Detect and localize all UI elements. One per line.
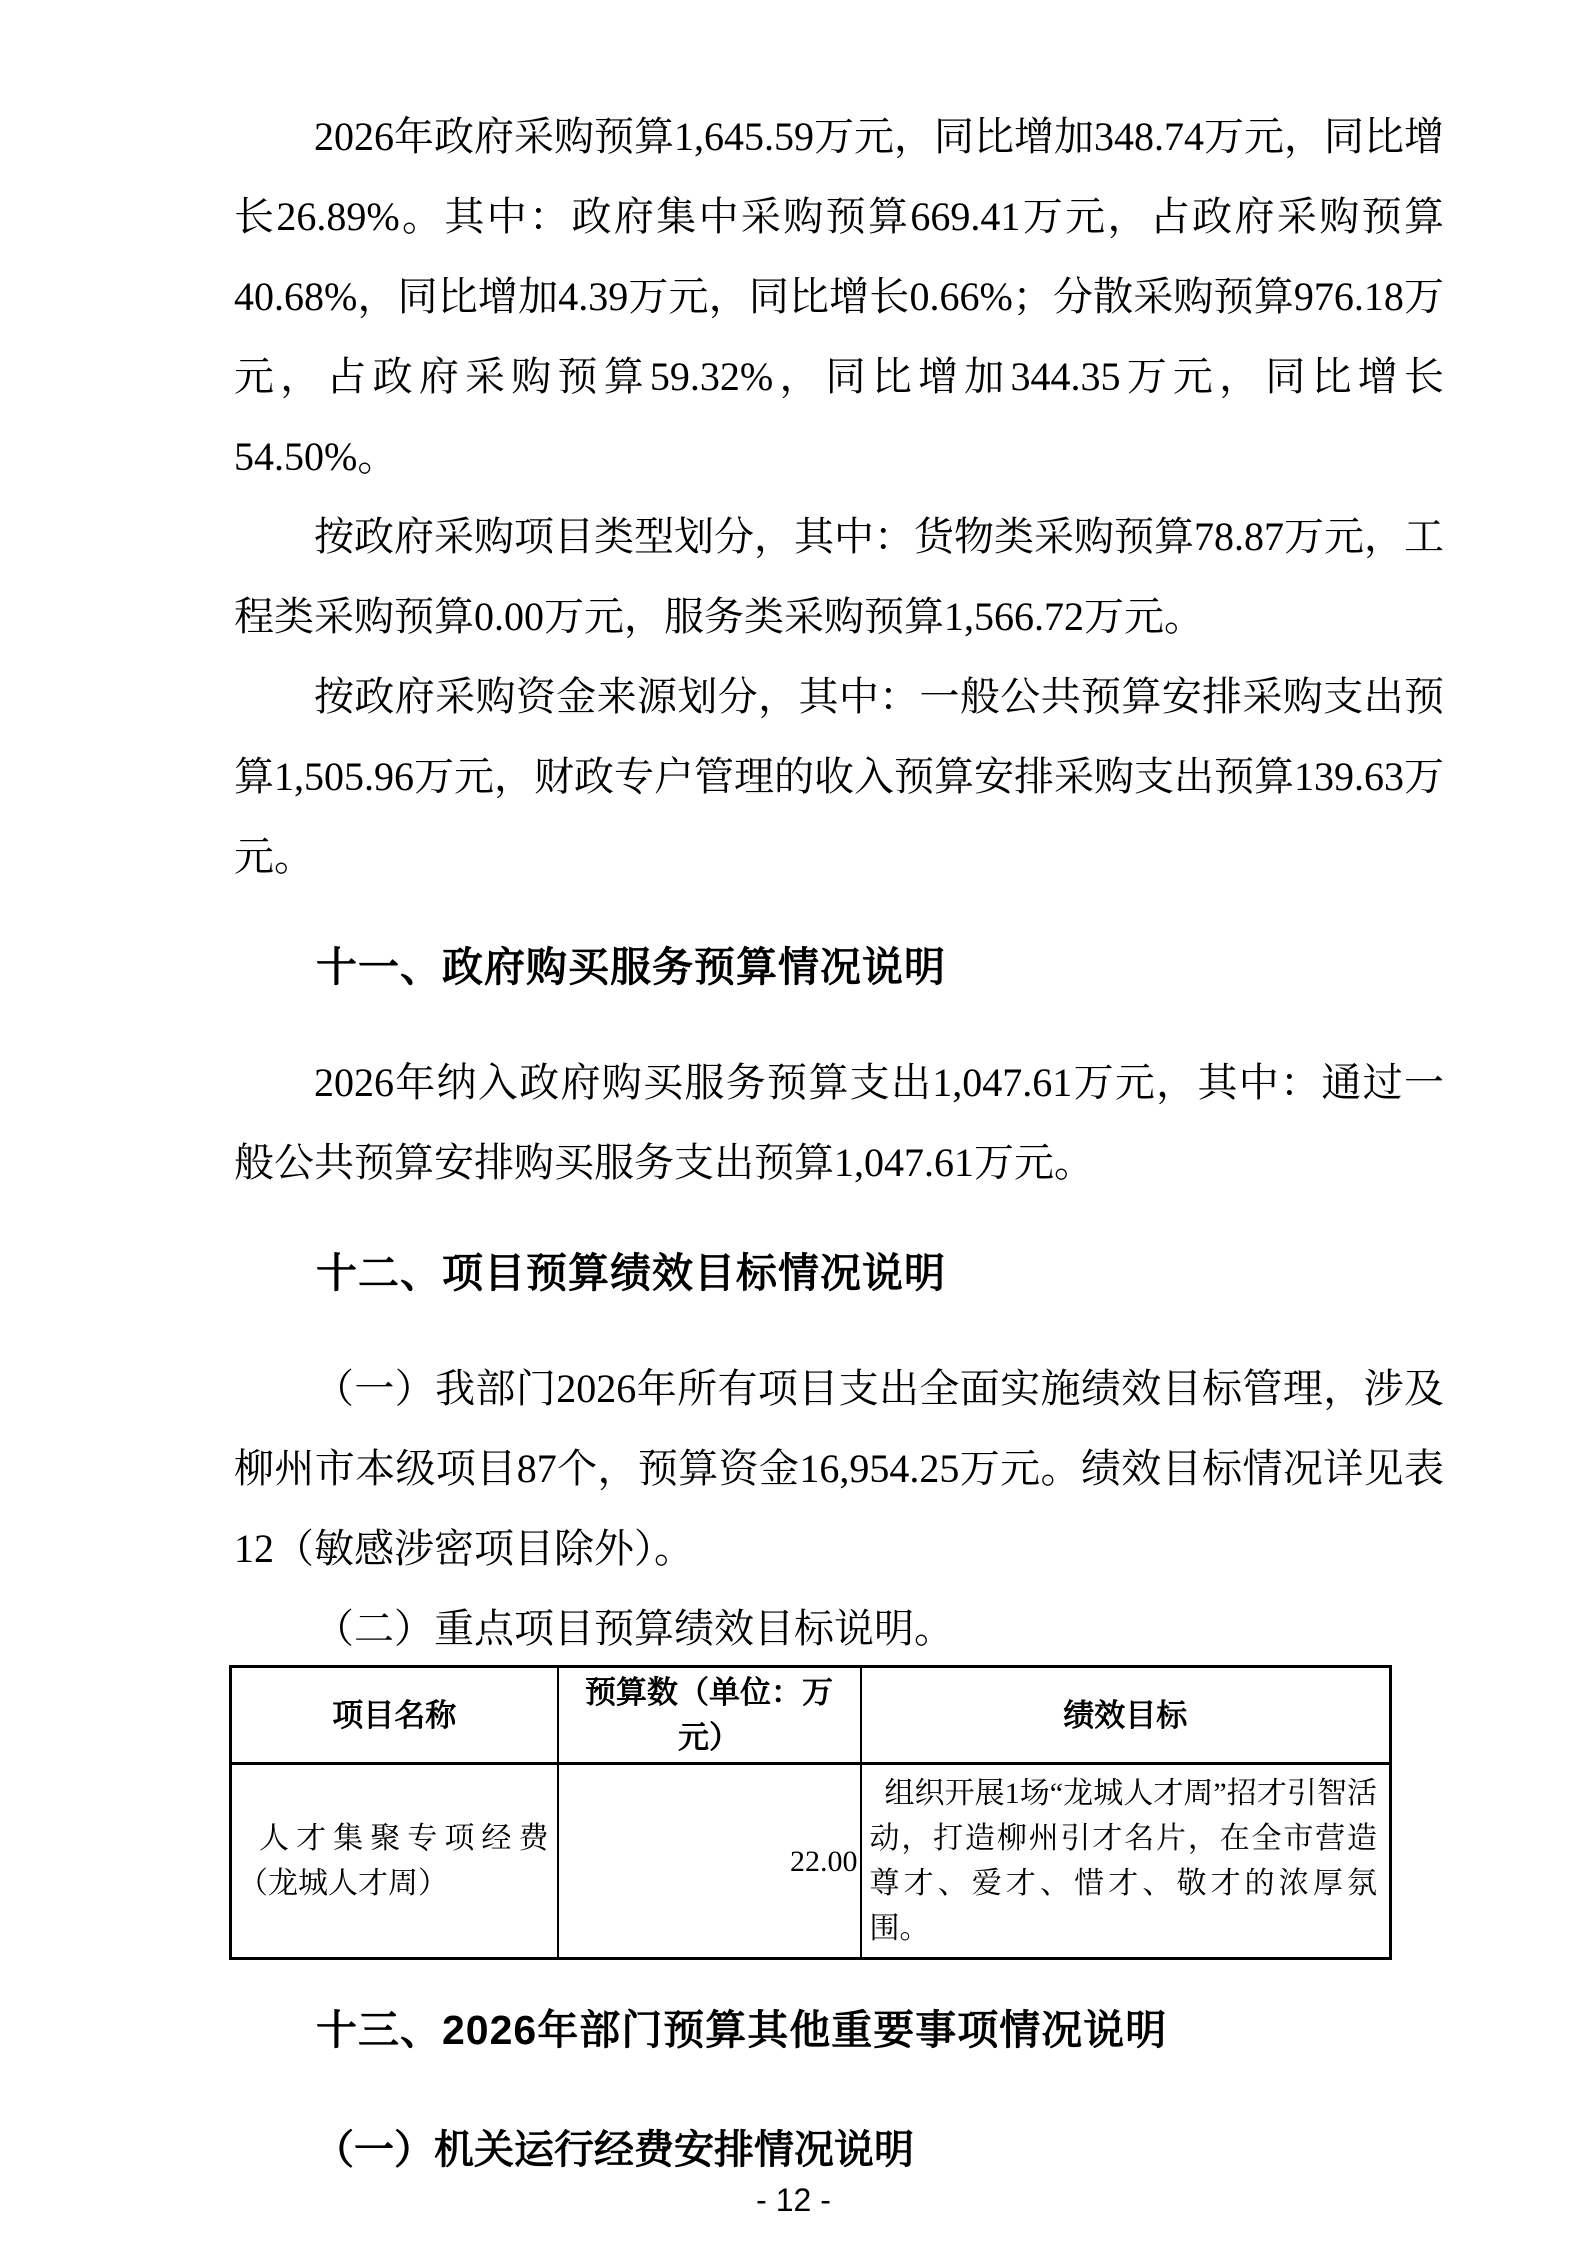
- cell-project-name: 人才集聚专项经费（龙城人才周）: [231, 1764, 558, 1959]
- paragraph-procurement-by-fund-source: 按政府采购资金来源划分，其中：一般公共预算安排采购支出预算1,505.96万元，财政专户管理的收入预算安排采购支出预算139.63万元。: [234, 674, 1444, 879]
- column-header-project-name: 项目名称: [231, 1667, 558, 1764]
- column-header-performance-target: 绩效目标: [861, 1667, 1391, 1764]
- paragraph-performance-targets-overview: （一）我部门2026年所有项目支出全面实施绩效目标管理，涉及柳州市本级项目87个，预算资金16,954.25万元。绩效目标情况详见表12（敏感涉密项目除外）。: [234, 1366, 1444, 1571]
- section-13-heading: 十三、2026年部门预算其他重要事项情况说明: [316, 2007, 1168, 2053]
- column-header-budget-amount: 预算数（单位：万元）: [558, 1667, 861, 1764]
- cell-performance-target: 组织开展1场“龙城人才周”招才引智活动，打造柳州引才名片，在全市营造尊才、爱才、惜才、敬才的浓厚氛围。: [861, 1764, 1391, 1959]
- paragraph-key-project-targets-intro: （二）重点项目预算绩效目标说明。: [314, 1606, 954, 1651]
- section-11-heading: 十一、政府购买服务预算情况说明: [316, 944, 946, 990]
- page-number: - 12 -: [756, 2182, 831, 2218]
- section-12-heading: 十二、项目预算绩效目标情况说明: [316, 1250, 946, 1296]
- paragraph-procurement-by-type: 按政府采购项目类型划分，其中：货物类采购预算78.87万元，工程类采购预算0.00万元，服务类采购预算1,566.72万元。: [234, 514, 1444, 639]
- cell-budget-amount: 22.00: [558, 1764, 861, 1959]
- table-header-row: [231, 1667, 1391, 1764]
- document-content: [234, 97, 1444, 2190]
- paragraph-service-purchase-budget: 2026年纳入政府购买服务预算支出1,047.61万元，其中：通过一般公共预算安排购买服务支出预算1,047.61万元。: [234, 1060, 1444, 1185]
- table-row: [231, 1764, 1391, 1959]
- paragraph-procurement-overview: 2026年政府采购预算1,645.59万元，同比增加348.74万元，同比增长26.89%。其中：政府集中采购预算669.41万元，占政府采购预算40.68%，同比增加4.39万元，同比增长0.66%；分散采购预算976.18万元，占政府采购预算59.32%，同比增加344.35万元，同比增长54.50%。: [234, 114, 1444, 479]
- performance-target-table: [229, 1665, 1392, 1960]
- section-13-subheading-1: （一）机关运行经费安排情况说明: [314, 2127, 914, 2172]
